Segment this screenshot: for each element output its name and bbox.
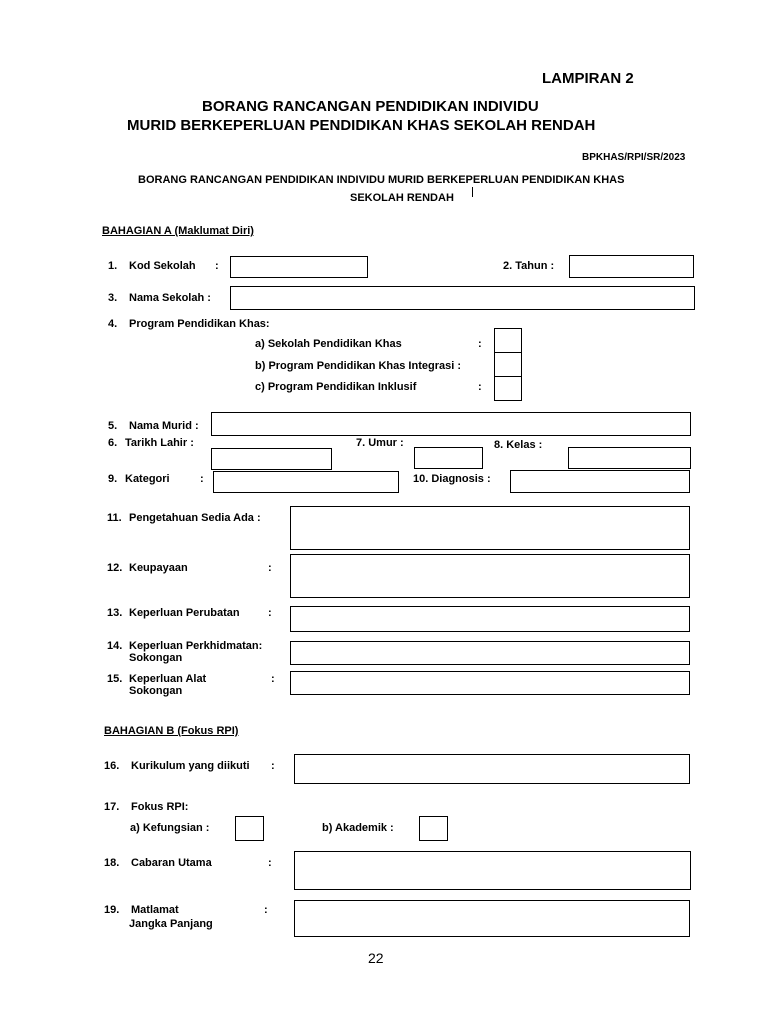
diagnosis-label: 10. Diagnosis :: [413, 473, 491, 485]
section-b-heading: BAHAGIAN B (Fokus RPI): [104, 725, 239, 737]
perkhidmatan-num: 14.: [107, 640, 123, 652]
kurikulum-field[interactable]: [294, 754, 690, 784]
form-code: BPKHAS/RPI/SR/2023: [582, 152, 686, 163]
pengetahuan-label: Pengetahuan Sedia Ada :: [129, 512, 261, 524]
tarikh-lahir-field[interactable]: [211, 448, 332, 470]
fokus-akademik-checkbox[interactable]: [419, 816, 448, 841]
perubatan-label: Keperluan Perubatan: [129, 607, 240, 619]
tarikh-lahir-label: Tarikh Lahir :: [125, 437, 194, 449]
nama-murid-label: Nama Murid :: [129, 420, 199, 432]
pengetahuan-field[interactable]: [290, 506, 690, 550]
nama-sekolah-num: 3.: [108, 292, 118, 304]
form-title-line1: BORANG RANCANGAN PENDIDIKAN INDIVIDU: [202, 98, 539, 115]
program-option-b-label: b) Program Pendidikan Khas Integrasi :: [255, 360, 461, 372]
fokus-akademik-label: b) Akademik :: [322, 822, 394, 834]
kod-sekolah-field[interactable]: [230, 256, 368, 278]
program-num: 4.: [108, 318, 118, 330]
program-option-a-label: a) Sekolah Pendidikan Khas: [255, 338, 402, 350]
perkhidmatan-label-line2: Sokongan: [129, 652, 183, 664]
keupayaan-num: 12.: [107, 562, 123, 574]
kategori-field[interactable]: [213, 471, 399, 493]
matlamat-label-line1: Matlamat: [131, 904, 179, 916]
form-subtitle-line1: BORANG RANCANGAN PENDIDIKAN INDIVIDU MURID BERKEPERLUAN PENDIDIKAN KHAS: [138, 174, 625, 186]
keupayaan-colon: :: [268, 562, 272, 574]
nama-murid-num: 5.: [108, 420, 118, 432]
cabaran-num: 18.: [104, 857, 120, 869]
pengetahuan-num: 11.: [107, 512, 122, 524]
tarikh-lahir-num: 6.: [108, 437, 118, 449]
kategori-colon: :: [200, 473, 204, 485]
keupayaan-field[interactable]: [290, 554, 690, 598]
program-option-c-checkbox[interactable]: [494, 376, 522, 401]
cabaran-field[interactable]: [294, 851, 691, 890]
program-option-c-label: c) Program Pendidikan Inklusif: [255, 381, 417, 393]
fokus-num: 17.: [104, 801, 120, 813]
program-option-c-colon: :: [478, 381, 482, 393]
kod-sekolah-colon: :: [215, 260, 219, 272]
kurikulum-num: 16.: [104, 760, 120, 772]
keupayaan-label: Keupayaan: [129, 562, 188, 574]
alat-label-line2: Sokongan: [129, 685, 183, 697]
perkhidmatan-label-line1: Keperluan Perkhidmatan:: [129, 640, 263, 652]
nama-sekolah-field[interactable]: [230, 286, 695, 310]
umur-field[interactable]: [414, 447, 483, 469]
nama-sekolah-label: Nama Sekolah :: [129, 292, 211, 304]
form-title-line2: MURID BERKEPERLUAN PENDIDIKAN KHAS SEKOLAH RENDAH: [127, 117, 596, 134]
tahun-label: 2. Tahun :: [503, 260, 555, 272]
perubatan-num: 13.: [107, 607, 123, 619]
nama-murid-field[interactable]: [211, 412, 691, 436]
form-subtitle-line2: SEKOLAH RENDAH: [350, 192, 454, 204]
kod-sekolah-label: Kod Sekolah: [129, 260, 196, 272]
perkhidmatan-field[interactable]: [290, 641, 690, 665]
cabaran-label: Cabaran Utama: [131, 857, 212, 869]
kelas-field[interactable]: [568, 447, 691, 469]
program-label: Program Pendidikan Khas:: [129, 318, 270, 330]
matlamat-num: 19.: [104, 904, 120, 916]
kelas-label: 8. Kelas :: [494, 439, 543, 451]
matlamat-colon: :: [264, 904, 268, 916]
tahun-field[interactable]: [569, 255, 694, 278]
fokus-kefungsian-checkbox[interactable]: [235, 816, 264, 841]
alat-label-line1: Keperluan Alat: [129, 673, 207, 685]
kod-sekolah-num: 1.: [108, 260, 118, 272]
matlamat-label-line2: Jangka Panjang: [129, 918, 213, 930]
fokus-label: Fokus RPI:: [131, 801, 189, 813]
kurikulum-label: Kurikulum yang diikuti: [131, 760, 250, 772]
kategori-num: 9.: [108, 473, 118, 485]
alat-num: 15.: [107, 673, 123, 685]
umur-label: 7. Umur :: [356, 437, 404, 449]
text-cursor: [472, 187, 473, 197]
lampiran-label: LAMPIRAN 2: [542, 70, 634, 87]
fokus-kefungsian-label: a) Kefungsian :: [130, 822, 210, 834]
cabaran-colon: :: [268, 857, 272, 869]
matlamat-field[interactable]: [294, 900, 690, 937]
perubatan-colon: :: [268, 607, 272, 619]
kurikulum-colon: :: [271, 760, 275, 772]
alat-colon: :: [271, 673, 275, 685]
program-option-a-colon: :: [478, 338, 482, 350]
section-a-heading: BAHAGIAN A (Maklumat Diri): [102, 225, 254, 237]
page-number: 22: [368, 950, 384, 966]
perubatan-field[interactable]: [290, 606, 690, 632]
diagnosis-field[interactable]: [510, 470, 690, 493]
kategori-label: Kategori: [125, 473, 170, 485]
program-option-a-checkbox[interactable]: [494, 328, 522, 353]
program-option-b-checkbox[interactable]: [494, 352, 522, 377]
alat-field[interactable]: [290, 671, 690, 695]
